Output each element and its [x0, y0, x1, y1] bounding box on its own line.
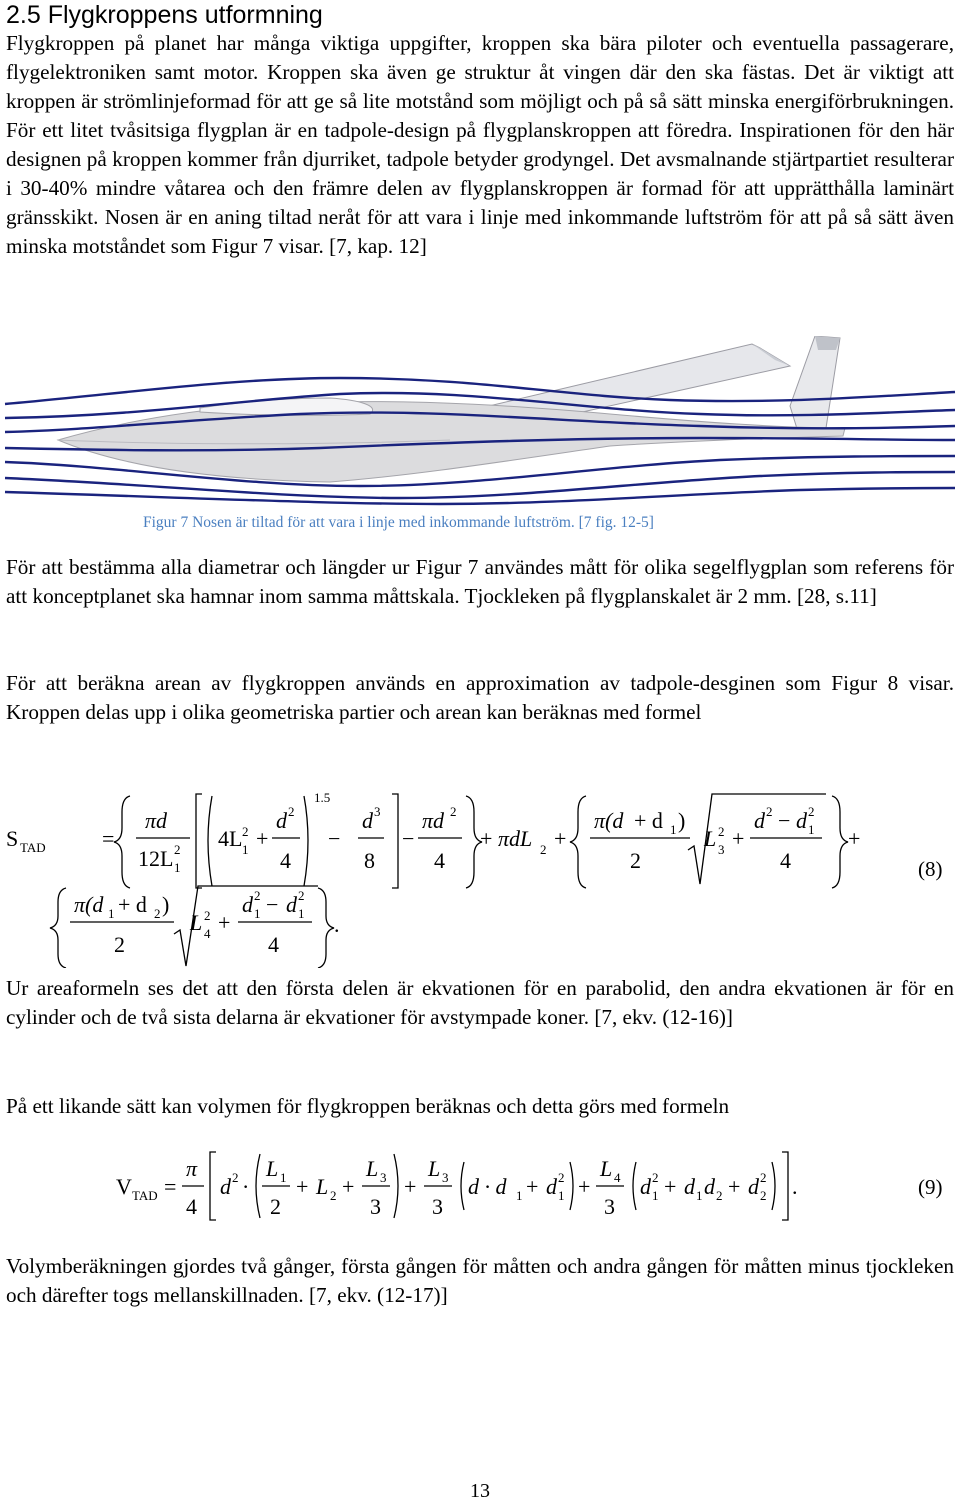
eq8-d: d — [242, 892, 253, 917]
eq8-sup: 2 — [808, 804, 815, 819]
eq8-sup: 2 — [718, 824, 725, 839]
eq8-plus: + — [848, 826, 861, 851]
eq8-plus: + — [256, 826, 269, 851]
eq9-sup: 2 — [232, 1170, 239, 1185]
eq8-sub: 1 — [670, 822, 677, 837]
eq8-sup: 2 — [298, 888, 305, 903]
eq8-4L: 4L — [218, 826, 243, 851]
eq8-exp: 1.5 — [314, 790, 331, 805]
eq9-plus: + — [728, 1174, 741, 1199]
eq8-4: 4 — [434, 848, 445, 873]
eq8-d: d — [796, 808, 807, 833]
eq8-minus: − — [266, 892, 279, 917]
eq9-plus: + — [342, 1174, 355, 1199]
eq9-d: d — [704, 1174, 715, 1199]
figure-glider-streamlines — [0, 336, 960, 506]
eq8-sub: 1 — [242, 842, 249, 857]
eq8-sup: 2 — [204, 908, 211, 923]
eq9-plus: + — [404, 1174, 417, 1199]
eq8-pi-d: πd — [422, 808, 445, 833]
eq8-12L: 12L — [138, 846, 174, 871]
eq9-cdot: · — [242, 1174, 250, 1199]
eq8-equals: = — [102, 826, 115, 851]
eq9-sub: 1 — [652, 1188, 659, 1203]
eq9-sub: 4 — [614, 1170, 621, 1185]
eq9-sub: 3 — [442, 1170, 449, 1185]
eq9-sub: 2 — [330, 1188, 337, 1203]
eq9-sub: 2 — [760, 1188, 767, 1203]
eq8-sup: 2 — [242, 824, 249, 839]
eq8-d: d — [754, 808, 765, 833]
eq8-row-1 — [6, 790, 860, 888]
eq9-3: 3 — [432, 1194, 443, 1219]
tail-fin-shape — [790, 336, 840, 432]
eq8-sup: 2 — [288, 804, 295, 819]
eq8-plus: + — [480, 826, 493, 851]
eq8-4: 4 — [280, 848, 291, 873]
eq8-sup: 2 — [766, 804, 773, 819]
eq9-sup: 2 — [760, 1170, 767, 1185]
fuselage-shape — [58, 398, 845, 482]
equation-9-number: (9) — [918, 1175, 943, 1199]
eq9-d: d — [640, 1174, 651, 1199]
equation-8 — [0, 788, 960, 968]
equation-9 — [0, 1146, 960, 1226]
eq8-sub: 2 — [154, 906, 161, 921]
eq8-2: 2 — [114, 932, 125, 957]
eq9-pi: π — [186, 1156, 198, 1181]
eq9-symbol-V: V — [116, 1174, 132, 1199]
paragraph-intro: Flygkroppen på planet har många viktiga uppgifter, kroppen ska bära piloter och eventuella passagerare, flygelektroniken samt motor. Kroppen ska även ge struktur åt vingen där den ska fästas. Det är viktigt att kroppen är strömlinjeformad för att ge så lite motstånd som möjligt och på så sätt minska energiförbrukningen. För ett litet tvåsitsiga flygplan är en tadpole-design på flygplanskroppen att föredra. Inspirationen för den här designen på kroppen kommer från djurriket, tadpole betyder grodyngel. Det avsmalnande stjärtpartiet resulterar i 30-40% mindre våtarea och den främre delen av flygplanskroppen är formad för att upprätthålla laminärt gränsskikt. Nosen är en aning tiltad neråt för att vara i linje med inkommande luftström för att på så sätt även minska motståndet som Figur 7 visar. [7, kap. 12] — [6, 31, 954, 258]
eq8-plus: + — [554, 826, 567, 851]
eq8-paren: ) — [678, 808, 686, 833]
eq9-sub-tad: TAD — [132, 1188, 158, 1203]
paragraph-volume-intro: På ett likande sätt kan volymen för flygkroppen beräknas och detta görs med formeln — [6, 1094, 730, 1118]
page-number: 13 — [470, 1480, 490, 1502]
eq8-sub: 1 — [808, 822, 815, 837]
eq8-sub: 1 — [298, 906, 305, 921]
eq8-brace-left — [114, 796, 130, 888]
eq9-sub: 2 — [716, 1188, 723, 1203]
eq9-d: d — [220, 1174, 231, 1199]
eq8-sup: 3 — [374, 804, 381, 819]
figure-caption: Figur 7 Nosen är tiltad för att vara i linje med inkommande luftström. [7 fig. 12-5] — [143, 514, 654, 531]
eq9-L: L — [366, 1156, 379, 1181]
eq8-minus: − — [328, 826, 341, 851]
eq8-pi-dL: πdL — [498, 826, 533, 851]
eq8-plus: + — [218, 910, 231, 935]
eq9-sub: 1 — [558, 1188, 565, 1203]
eq9-sup: 2 — [558, 1170, 565, 1185]
eq9-L: L — [266, 1156, 279, 1181]
eq8-d: d — [286, 892, 297, 917]
eq8-d: d — [362, 808, 373, 833]
equation-8-number: (8) — [918, 857, 943, 881]
section-heading: 2.5 Flygkroppens utformning — [6, 1, 323, 29]
eq9-L: L — [428, 1156, 441, 1181]
eq8-sup: 2 — [254, 888, 261, 903]
eq9-L: L — [316, 1174, 329, 1199]
eq9-equals: = — [164, 1174, 177, 1199]
eq9-plus: + — [296, 1174, 309, 1199]
paragraph-area-intro: För att beräkna arean av flygkroppen används en approximation av tadpole-desginen som Figur 8 visar. Kroppen delas upp i olika geometriska partier och arean kan beräknas med formel — [6, 671, 954, 724]
eq8-sub: 1 — [174, 860, 181, 875]
eq9-3: 3 — [604, 1194, 615, 1219]
eq8-sup: 2 — [174, 842, 181, 857]
eq9-2: 2 — [270, 1194, 281, 1219]
eq8-4: 4 — [268, 932, 279, 957]
eq8-d: d — [276, 808, 287, 833]
eq9-d: d — [748, 1174, 759, 1199]
paragraph-dimensions: För att bestämma alla diametrar och längder ur Figur 7 användes mått för olika segelflygplan som referens för att konceptplanet ska hamnar inom samma måttskala. Tjockleken på flygplanskalet är 2 mm. [28, s.11] — [6, 555, 954, 608]
eq8-pi-open: π(d — [74, 892, 104, 917]
eq9-plus: + — [578, 1174, 591, 1199]
eq8-sub: 1 — [108, 906, 115, 921]
eq8-minus: − — [402, 826, 415, 851]
eq8-8: 8 — [364, 848, 375, 873]
eq9-sub: 1 — [696, 1188, 703, 1203]
eq8-paren: ) — [162, 892, 170, 917]
eq8-sub: 3 — [718, 842, 725, 857]
eq9-sub: 1 — [516, 1188, 523, 1203]
paragraph-volume-result: Volymberäkningen gjordes två gånger, första gången för måtten och andra gången för måtten minus tjockleken och därefter togs mellanskillnaden. [7, ekv. (12-17)] — [6, 1254, 954, 1307]
paragraph-area-explanation: Ur areaformeln ses det att den första delen är ekvationen för en parabolid, den andra ekvationen är för en cylinder och de två sista delarna är ekvationer för avstympade koner. [7, ekv. (12-16)] — [6, 976, 954, 1029]
eq8-sub: 1 — [254, 906, 261, 921]
eq8-L: L — [704, 826, 717, 851]
eq8-4: 4 — [780, 848, 791, 873]
eq9-3: 3 — [370, 1194, 381, 1219]
eq8-L: L — [190, 910, 203, 935]
eq8-pi-open: π(d — [594, 808, 624, 833]
eq8-plus-d: + d — [118, 892, 147, 917]
eq9-d-dot-d: d · d — [468, 1174, 507, 1199]
eq9-sup: 2 — [652, 1170, 659, 1185]
eq9-d: d — [546, 1174, 557, 1199]
eq9-d: d — [684, 1174, 695, 1199]
eq8-sub: 4 — [204, 926, 211, 941]
eq9-L: L — [600, 1156, 613, 1181]
eq8-plus: + — [732, 826, 745, 851]
eq8-2: 2 — [630, 848, 641, 873]
eq9-plus: + — [664, 1174, 677, 1199]
eq9-sub: 1 — [280, 1170, 287, 1185]
eq8-sub: 2 — [540, 842, 547, 857]
eq9-sub: 3 — [380, 1170, 387, 1185]
eq8-sub-tad: TAD — [20, 840, 46, 855]
eq8-pi-d: πd — [145, 808, 168, 833]
eq8-row-2 — [50, 886, 340, 968]
eq9-4: 4 — [186, 1194, 197, 1219]
eq8-plus-d: + d — [634, 808, 663, 833]
eq8-sup: 2 — [450, 804, 457, 819]
eq8-minus: − — [778, 808, 791, 833]
eq9-plus: + — [526, 1174, 539, 1199]
eq8-period: . — [334, 912, 340, 937]
eq8-symbol-S: S — [6, 826, 19, 851]
eq9-period: . — [792, 1174, 798, 1199]
